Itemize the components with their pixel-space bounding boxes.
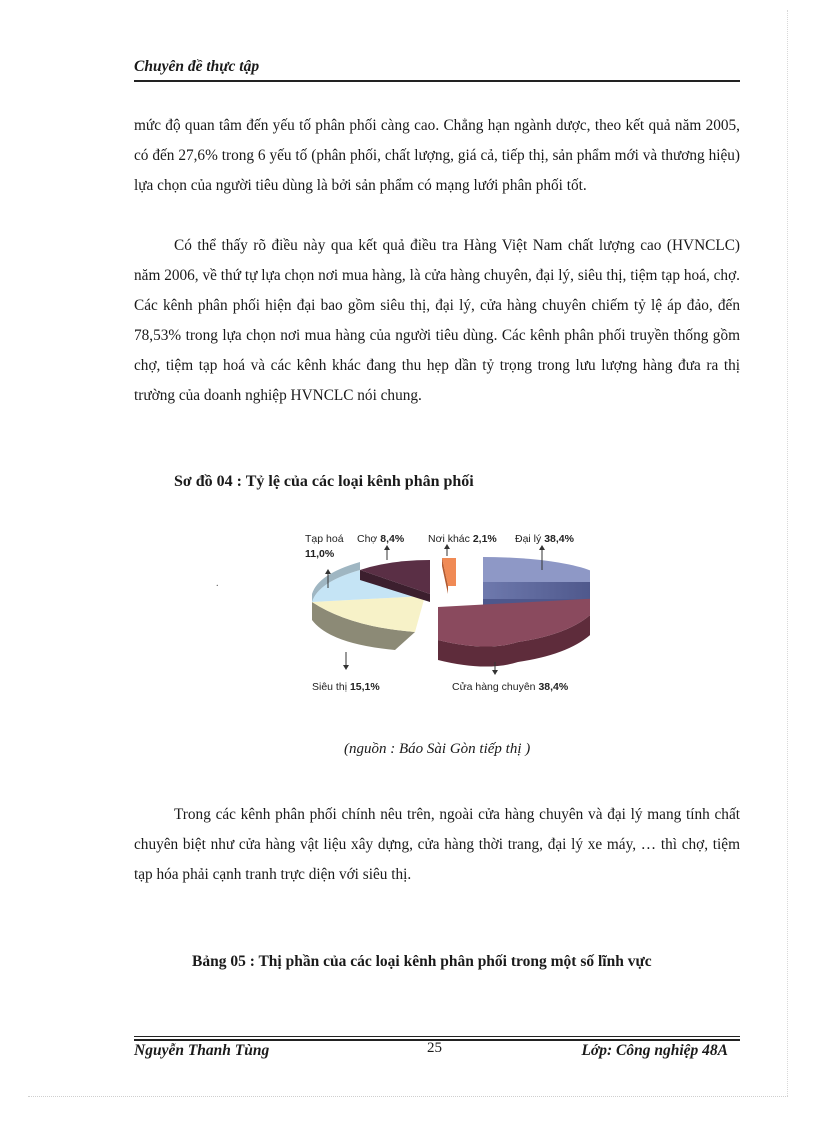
label-tap-hoa: Tạp hoá [305, 533, 344, 545]
footer-author: Nguyễn Thanh Tùng [134, 1042, 270, 1059]
paragraph-3: Trong các kênh phân phối chính nêu trên, ngoài cửa hàng chuyên và đại lý mang tính chất chuyên biệt như cửa hàng vật liệu xây dựng, cửa hàng thời trang, đại lý xe máy, … thì chợ, tiệm tạp hóa phải cạnh tranh trực diện với siêu thị. [134, 806, 740, 884]
table-title: Bảng 05 : Thị phần của các loại kênh phân phối trong một số lĩnh vực [192, 953, 652, 970]
header-title: Chuyên đề thực tập [134, 58, 260, 75]
footer-rule [134, 1036, 740, 1037]
label-sieu-thi: Siêu thị 15,1% [312, 681, 380, 693]
figure-title: Sơ đồ 04 : Tỷ lệ của các loại kênh phân phối [174, 473, 474, 490]
footer-class: Lớp: Công nghiệp 48A [581, 1042, 728, 1059]
paragraph-2: Có thể thấy rõ điều này qua kết quả điều tra Hàng Việt Nam chất lượng cao (HVNCLC) năm 2006, về thứ tự lựa chọn nơi mua hàng, là cửa hàng chuyên, đại lý, siêu thị, tiệm tạp hoá, chợ. Các kênh phân phối hiện đại bao gồm siêu thị, đại lý, cửa hàng chuyên chiếm tỷ lệ áp đảo, đến 78,53% trong lựa chọn nơi mua hàng của người tiêu dùng. Các kênh phân phối truyền thống gồm chợ, tiệm tạp hoá và các kênh khác đang thu hẹp dần tỷ trọng trong lưu lượng hàng đưa ra thị trường của doanh nghiệp HVNCLC nói chung. [134, 237, 740, 405]
pie-chart [290, 522, 590, 702]
label-cho: Chợ 8,4% [357, 533, 405, 545]
slice-cua-hang-chuyen [438, 598, 590, 667]
header-rule [134, 80, 740, 82]
slice-noi-khac [442, 558, 456, 594]
label-cua-hang-chuyen: Cửa hàng chuyên 38,4% [452, 681, 569, 693]
label-dai-ly: Đại lý 38,4% [515, 533, 574, 545]
stray-mark: . [216, 578, 219, 589]
page-number: 25 [427, 1040, 442, 1056]
paragraph-1: mức độ quan tâm đến yếu tố phân phối càng cao. Chẳng hạn ngành dược, theo kết quả năm 2005, có đến 27,6% trong 6 yếu tố (phân phối, chất lượng, giá cả, tiếp thị, sản phẩm mới và thương hiệu) lựa chọn của người tiêu dùng là bởi sản phẩm có mạng lưới phân phối tốt. [134, 117, 740, 195]
page-border-dotted-right [787, 10, 788, 1096]
figure-source: (nguồn : Báo Sài Gòn tiếp thị ) [344, 741, 531, 757]
label-noi-khac: Nơi khác 2,1% [428, 533, 497, 545]
slice-sieu-thi [312, 596, 425, 650]
value-tap-hoa: 11,0% [305, 548, 335, 560]
page-header [134, 58, 740, 82]
page-border-dotted [28, 1096, 788, 1097]
